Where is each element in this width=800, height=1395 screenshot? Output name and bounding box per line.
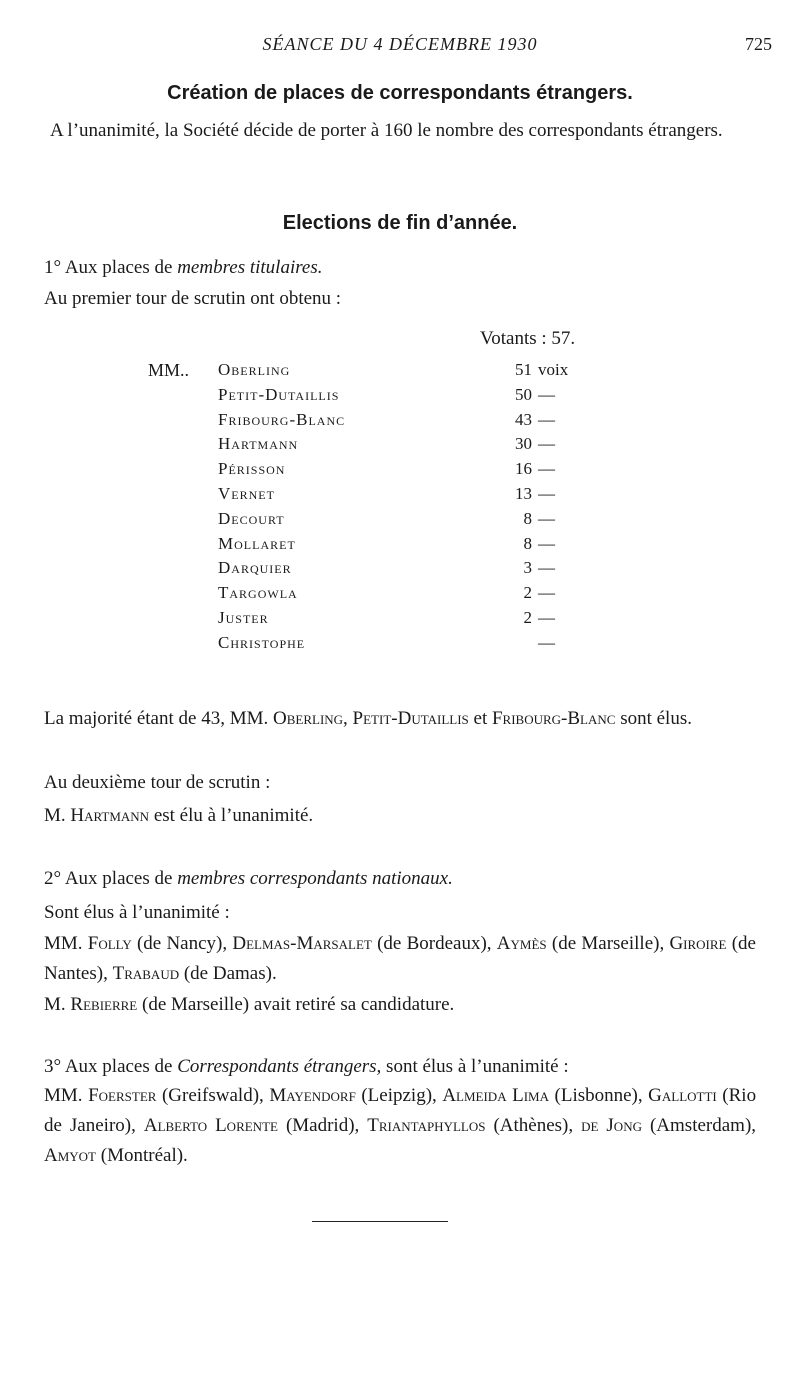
candidate-name: Vernet (218, 483, 275, 503)
name-folly: Folly (87, 933, 132, 954)
votants-count: Votants : 57. (480, 328, 576, 349)
vote-unit: — (538, 533, 555, 553)
vote-unit: — (538, 632, 555, 652)
paragraph-correspondants: A l’unanimité, la Société décide de porter à 160 le nombre des correspondants étrangers. (50, 120, 723, 141)
vote-row (148, 410, 608, 435)
mm-prefix: MM. (44, 933, 83, 954)
vote-unit: voix (538, 360, 569, 379)
etrangers-list (44, 1081, 756, 1171)
item-titulaires (44, 253, 756, 283)
name-aymes: Aymès (496, 933, 547, 954)
vote-row (148, 434, 608, 459)
nationaux-list (44, 929, 756, 989)
section-heading-elections: Elections de fin d’année. (282, 212, 518, 234)
candidate-name: Périsson (218, 459, 286, 479)
item-number: 1° (44, 257, 62, 278)
name-giroire: Giroire (669, 933, 727, 954)
majority-text: La majorité étant de 43, MM. (44, 708, 269, 729)
vote-row (148, 583, 608, 608)
name-alberto-lorente: Alberto Lorente (143, 1115, 278, 1136)
majority-post: sont élus. (620, 708, 692, 729)
vote-row (148, 360, 608, 385)
place-text: (de Damas). (183, 963, 277, 984)
vote-row (148, 633, 608, 658)
candidate-name: Decourt (218, 508, 285, 528)
name-almeida-lima: Almeida Lima (442, 1085, 549, 1106)
vote-row (148, 558, 608, 583)
first-round-line: Au premier tour de scrutin ont obtenu : (44, 288, 342, 309)
name-mayendorf: Mayendorf (269, 1085, 356, 1106)
candidate-name: Oberling (218, 360, 291, 379)
vote-row (148, 459, 608, 484)
running-head-title: SÉANCE DU 4 DÉCEMBRE 1930 (262, 34, 538, 54)
place-text: (Leipzig), (361, 1085, 437, 1106)
place-text: (Rio de Janeiro), (44, 1085, 757, 1136)
item-italic: membres correspondants nationaux. (177, 868, 453, 889)
vote-unit: — (538, 483, 555, 503)
item-text: Aux places de (64, 1056, 173, 1077)
vote-count: 30 (515, 434, 532, 454)
vote-count: 2 (523, 583, 532, 603)
vote-row (148, 534, 608, 559)
item-text: Aux places de (64, 257, 173, 278)
vote-unit: — (538, 583, 555, 603)
place-text: (de Marseille), (551, 933, 665, 954)
vote-unit: — (538, 607, 555, 627)
vote-count: 13 (515, 483, 532, 503)
place-text: (Athènes), (493, 1115, 574, 1136)
item-post: sont élus à l’unanimité : (386, 1056, 569, 1077)
place-text: (Madrid), (285, 1115, 360, 1136)
place-text: (Montréal). (100, 1145, 188, 1166)
majority-paragraph (44, 704, 756, 734)
vote-row (148, 509, 608, 534)
item-nationaux (44, 864, 756, 894)
mm-prefix: MM.. (148, 360, 190, 380)
place-text: (Amsterdam), (649, 1115, 757, 1136)
name-gallotti: Gallotti (648, 1085, 717, 1106)
name-trabaud: Trabaud (112, 963, 180, 984)
vote-unit: — (538, 409, 555, 429)
mm-prefix: MM. (44, 1085, 83, 1106)
item-number: 2° (44, 868, 62, 889)
candidate-name: Mollaret (218, 533, 296, 553)
closing-rule (312, 1221, 448, 1222)
place-text: (de Nantes), (44, 933, 756, 984)
vote-count: 8 (523, 508, 532, 528)
hartmann-prefix: M. (44, 805, 66, 826)
name-de-jong: de Jong (581, 1115, 642, 1136)
vote-unit: — (538, 459, 555, 479)
majority-and: et (473, 708, 488, 729)
item-number: 3° (44, 1056, 62, 1077)
place-text: (Lisbonne), (554, 1085, 643, 1106)
vote-count: 8 (523, 533, 532, 553)
place-text: (de Bordeaux), (377, 933, 492, 954)
candidate-name: Targowla (218, 583, 298, 603)
candidate-name: Petit-Dutaillis (218, 384, 340, 404)
vote-unit: — (538, 434, 555, 454)
item-text: Aux places de (64, 868, 173, 889)
candidate-name: Juster (218, 607, 269, 627)
candidate-name: Darquier (218, 558, 292, 578)
vote-unit: — (538, 384, 555, 404)
vote-row (148, 484, 608, 509)
item-italic: Correspondants étrangers, (177, 1056, 382, 1077)
section-heading-correspondants: Création de places de correspondants étrangers. (167, 82, 633, 104)
name-rebierre: Rebierre (70, 994, 138, 1015)
elected-line: Sont élus à l’unanimité : (44, 902, 230, 923)
vote-unit: — (538, 508, 555, 528)
name-amyot: Amyot (44, 1145, 96, 1166)
vote-count: 3 (523, 558, 532, 578)
name-triantaphyllos: Triantaphyllos (367, 1115, 486, 1136)
candidate-name: Fribourg-Blanc (218, 409, 346, 429)
second-round-line: Au deuxième tour de scrutin : (44, 772, 271, 793)
candidate-name: Hartmann (218, 434, 299, 454)
m-prefix: M. (44, 994, 66, 1015)
majority-names: Oberling, Petit-Dutaillis (273, 708, 469, 729)
vote-count: 2 (523, 607, 532, 627)
vote-count: 16 (515, 459, 532, 479)
vote-count: 50 (515, 384, 532, 404)
vote-row (148, 608, 608, 633)
vote-count: 51 (515, 360, 532, 379)
name-foerster: Foerster (88, 1085, 157, 1106)
hartmann-line (44, 801, 756, 831)
vote-row (148, 385, 608, 410)
item-etrangers (44, 1052, 756, 1082)
vote-unit: — (538, 558, 555, 578)
hartmann-text: est élu à l’unanimité. (153, 805, 314, 826)
name-delmas-marsalet: Delmas-Marsalet (232, 933, 372, 954)
vote-table (148, 360, 608, 658)
page-number: 725 (745, 34, 772, 54)
rebierre-line (44, 990, 756, 1020)
majority-last-name: Fribourg-Blanc (491, 708, 616, 729)
place-text: (de Nancy), (136, 933, 228, 954)
rebierre-text: (de Marseille) avait retiré sa candidature. (142, 994, 455, 1015)
item-italic: membres titulaires. (177, 257, 323, 278)
place-text: (Greifswald), (161, 1085, 264, 1106)
vote-count: 43 (515, 409, 532, 429)
candidate-name: Christophe (218, 632, 306, 652)
hartmann-name: Hartmann (70, 805, 150, 826)
running-head (0, 34, 800, 58)
